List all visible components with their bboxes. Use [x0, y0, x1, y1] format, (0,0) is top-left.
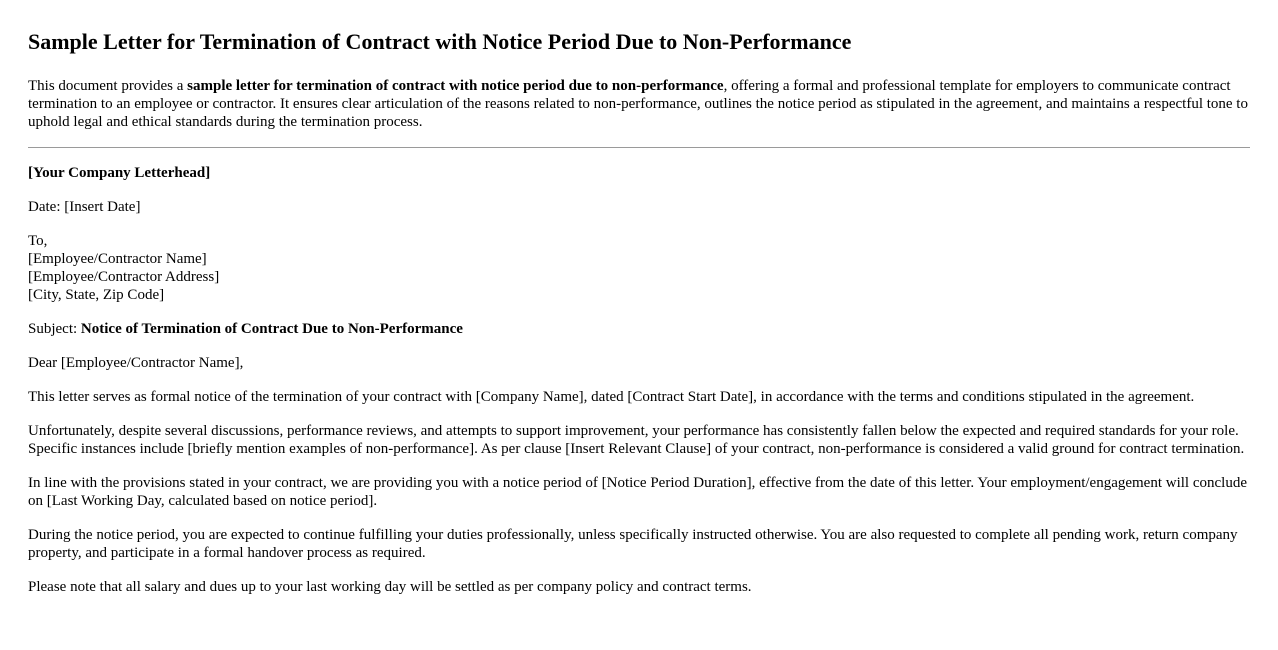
recipient-city: [City, State, Zip Code] — [28, 287, 165, 303]
intro-paragraph — [28, 77, 1250, 131]
letter-paragraph-5: Please note that all salary and dues up to your last working day will be settled as per company policy and contract terms. — [28, 579, 752, 595]
recipient-block — [28, 232, 1250, 304]
subject-label: Subject: — [28, 321, 81, 337]
intro-text-start: This document provides a — [28, 78, 188, 94]
page-title: Sample Letter for Termination of Contract with Notice Period Due to Non-Performance — [28, 29, 852, 54]
recipient-address: [Employee/Contractor Address] — [28, 269, 220, 285]
intro-text-bold: sample letter for termination of contract with notice period due to non-performance — [187, 78, 724, 94]
salutation: Dear [Employee/Contractor Name], — [28, 355, 244, 371]
letter-paragraph-2: Unfortunately, despite several discussions, performance reviews, and attempts to support improvement, your performance has consistently fallen below the expected and required standards for your role. Specific instances include [briefly mention examples of non-performance]. As per clause [Insert Relevant Clause] of your contract, non-performance is considered a valid ground for contract termination. — [28, 423, 1245, 457]
letter-paragraph-1: This letter serves as formal notice of the termination of your contract with [Company Name], dated [Contract Start Date], in accordance with the terms and conditions stipulated in the agreement. — [28, 389, 1195, 405]
recipient-to: To, — [28, 233, 48, 249]
intro-text-end: , offering a formal and professional template for employers to communicate contract termination to an employee or contractor. It ensures clear articulation of the reasons related to non-performance, outlines the notice period as stipulated in the agreement, and maintains a respectful tone to uphold legal and ethical standards during the termination process. — [28, 78, 1248, 130]
letterhead: [Your Company Letterhead] — [28, 165, 211, 181]
letter-body — [28, 164, 1250, 596]
subject-line — [28, 320, 1250, 338]
letter-paragraph-3: In line with the provisions stated in your contract, we are providing you with a notice period of [Notice Period Duration], effective from the date of this letter. Your employment/engagement will conclude on [Last Working Day, calculated based on notice period]. — [28, 475, 1247, 509]
letter-paragraph-4: During the notice period, you are expected to continue fulfilling your duties professionally, unless specifically instructed otherwise. You are also requested to complete all pending work, return company property, and participate in a formal handover process as required. — [28, 527, 1238, 561]
recipient-name: [Employee/Contractor Name] — [28, 251, 207, 267]
subject-text: Notice of Termination of Contract Due to Non-Performance — [80, 321, 463, 337]
section-divider — [28, 147, 1250, 148]
letter-date: Date: [Insert Date] — [28, 199, 141, 215]
